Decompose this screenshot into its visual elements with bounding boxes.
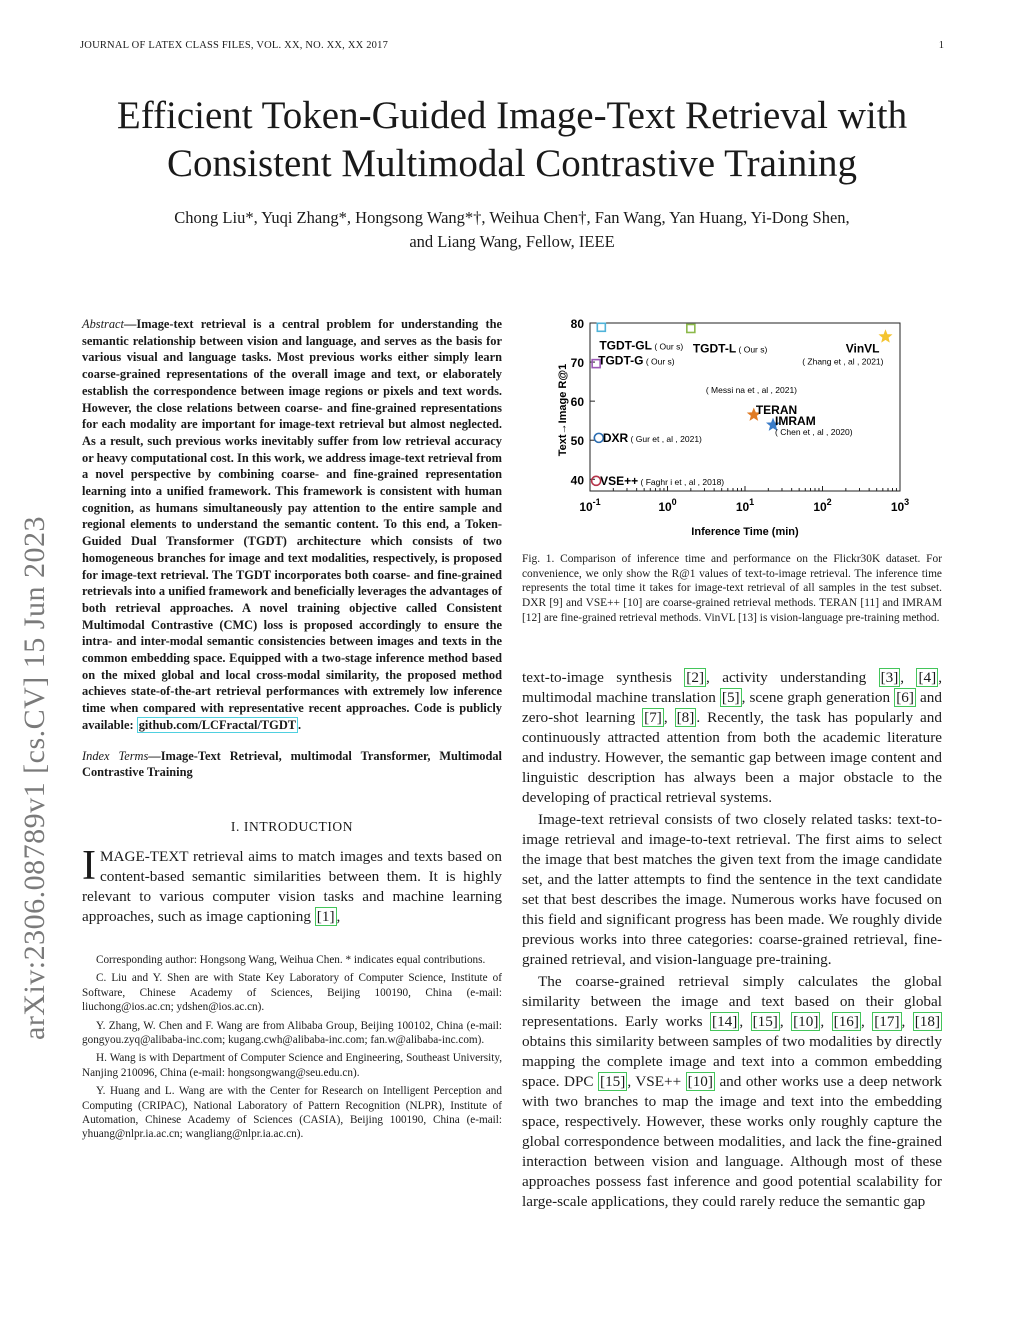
citation-link[interactable]: [6] [896,689,914,706]
footnote: C. Liu and Y. Shen are with State Key Laboratory of Computer Science, Institute of Software, Chinese Academy of Sciences, Beijing 100190, China (e-mail: liuchong@ios.ac.cn; ydshen@ios.ac.cn). [82,972,502,1014]
paper-title [60,92,964,188]
paragraph-1 [522,668,942,808]
point-label: TGDT-L ( Our s) [692,341,768,356]
paragraph-3 [522,972,942,1212]
code-link[interactable]: github.com/LCFractal/TGDT [138,717,297,732]
abstract-lead: Abstract [82,317,124,331]
y-tick-label: 80 [570,317,584,331]
intro-text: MAGE-TEXT retrieval aims to match images and texts based on content-based semantic similarities between them. It is highly relevant to various computer vision tasks and machine learning approaches, such as image captioning [82,847,502,925]
x-axis-label: Inference Time (min) [691,526,799,538]
text-run: , activity understanding [706,669,879,686]
citation-link[interactable]: [8] [676,709,695,726]
citation-link[interactable]: [2] [686,669,705,686]
y-ticks [571,317,595,487]
title-line-1: Efficient Token-Guided Image-Text Retrieval with [116,94,908,137]
figure-caption: Fig. 1. Comparison of inference time and performance on the Flickr30K dataset. For convenience, we only show the R@1 values of text-to-image retrieval. The inference time represents the total time it takes for image-text retrieval of all samples in the test subset. DXR [9] and VSE++ [10] are coarse-grained retrieval methods. TERAN [11] and IMRAM [12] are fine-grained retrieval methods. VinVL [13] is vision-language pre-training method. [522,553,942,624]
abstract-text: —Image-text retrieval is a central problem for understanding the semantic relationship between vision and language, and serves as the basis for various visual and language tasks. Most previous works either simply learn coarse-grained representations of the overall image and text, or elaborately establish the correspondence between image regions or pixels and text words. However, the close relations between coarse- and fine-grained representations for each modality are important for image-text retrieval but almost neglected. As a result, such previous works inevitably suffer from low retrieval accuracy or heavy computational cost. In this work, we address image-text retrieval from a novel perspective by combining coarse- and fine-grained representation learning into a unified framework. This framework is consistent with human cognition, as humans simultaneously pay attention to the entire sample and regional elements to understand the semantic content. To this end, a Token-Guided Dual Transformer (TGDT) architecture which consists of two homogeneous branches for image and text modalities, respectively, is proposed for image-text retrieval. The TGDT incorporates both coarse- and fine-grained retrievals into a unified framework and beneficially leverages the advantages of both retrieval approaches. A novel training objective called Consistent Multimodal Contrastive (CMC) loss is proposed accordingly to ensure the intra- and inter-modal semantic consistencies between images and texts in the common embedding space. Equipped with a two-stage inference method based on the mixed global and local cross-modal similarity, the proposed method achieves state-of-the-art retrieval performances with extremely low inference time when compared with representative recent approaches. Code is publicly available: [82,317,502,732]
footnote: H. Wang is with Department of Computer Science and Engineering, Southeast University, Nanjing 210096, China (e-mail: hongsongwang@seu.edu.cn). [82,1052,502,1079]
point-note: ( Chen et , al , 2020) [775,426,853,437]
point-label: TERAN [755,402,798,417]
intro-end: , [336,907,341,925]
text-run: and other works use a deep network with two branches to map the image and text into the embedding space, respectively. However, these works only roughly capture the global correspondence between modalities, and lack the fine-grained interaction between vision and language. Although most of these approaches possess fast inference and good potential scalability for large-scale applications, they could rarely reduce the semantic gap [522,1073,942,1210]
author-list [80,206,944,254]
citation-link[interactable]: [16] [833,1013,859,1030]
abstract [82,316,502,734]
left-column [82,316,502,1146]
point-label: TGDT-G ( Our s) [598,353,675,368]
citation-link[interactable]: [4] [918,669,937,686]
y-tick-label: 50 [570,434,584,449]
title-line-2: Consistent Multimodal Contrastive Training [166,142,858,185]
point-label: VSE++ ( Faghr i et , al , 2018) [600,473,725,488]
citation-link[interactable]: [1] [316,907,335,925]
abstract-end: . [298,717,302,732]
citation-link[interactable]: [10] [687,1073,713,1090]
index-terms [82,748,502,781]
footnotes [82,953,502,1142]
data-points [592,323,892,488]
point-label: DXR ( Gur et , al , 2021) [602,430,702,445]
x-tick-label: $10^1$ [735,497,755,514]
point-marker [687,324,695,332]
authors-line-2: and Liang Wang, Fellow, IEEE [409,232,615,251]
text-run: , [739,1013,751,1030]
text-run: , [820,1013,832,1030]
index-terms-lead: Index Terms [82,748,149,763]
page-number: 1 [938,40,944,51]
point-label: TGDT-GL ( Our s) [599,338,684,353]
point-marker [880,331,891,342]
index-terms-text: —Image-Text Retrieval, multimodal Transformer, Multimodal Contrastive Training [82,748,502,780]
y-tick-label: 40 [570,473,584,488]
point-label: VinVL [845,341,880,356]
point-note: ( Zhang et , al , 2021) [802,356,884,367]
text-run: , [860,1013,873,1030]
x-tick-label: $10^2$ [813,497,832,514]
text-run: , [900,669,917,686]
running-header: JOURNAL OF LATEX CLASS FILES, VOL. XX, NO. XX, XX 2017 [80,40,389,51]
citation-link[interactable]: [18] [914,1013,941,1030]
text-run: The coarse-grained retrieval simply calculates the global similarity between the image and text based on their global representations. Early works [522,973,942,1030]
footnote: Y. Huang and L. Wang are with the Center for Research on Intelligent Perception and Computing (CRIPAC), National Laboratory of Pattern Recognition (NLPR), Institute of Automation, Chinese Academy of Sciences (CASIA), Beijing 100190, China (e-mail: yhuang@nlpr.ia.ac.cn; wangliang@nlpr.ia.ac.cn). [82,1085,502,1141]
text-run: and zero-shot learning [522,689,942,726]
drop-cap: I [82,842,96,889]
text-run: , VSE++ [627,1073,686,1090]
y-axis-label: Text→Image R@1 [557,363,569,457]
text-run: obtains this similarity between samples of two modalities by directly mapping the complete image and text into a common embedding space. DPC [522,1033,942,1090]
text-run: , [779,1013,792,1030]
text-run: . Recently, the task has popularly and continuously attracted attention from both the academic literature and industry. However, the semantic gap between image content and linguistic description has always been a major obstacle to the developing of practical retrieval systems. [522,709,942,806]
citation-link[interactable]: [7] [644,709,662,726]
x-tick-label: $10^3$ [890,497,910,514]
x-tick-label: $10^{-1}$ [579,497,601,514]
citation-link[interactable]: [14] [712,1013,738,1030]
citation-link[interactable]: [3] [880,669,899,686]
citation-link[interactable]: [5] [721,689,740,706]
scatter-plot [522,312,942,552]
citation-link[interactable]: [10] [793,1013,819,1030]
x-tick-label: $10^0$ [658,497,677,514]
intro-paragraph [82,842,502,927]
text-run: text-to-image synthesis [522,669,685,686]
y-tick-label: 60 [570,395,584,410]
arxiv-id: arXiv:2306.08789v1 [cs.CV] 15 Jun 2023 [18,516,51,1040]
right-column [522,668,942,1214]
point-label: IMRAM [775,413,816,428]
citation-link[interactable]: [15] [752,1013,778,1030]
y-tick-label: 70 [570,356,584,371]
paragraph-2: Image-text retrieval consists of two closely related tasks: text-to-image retrieval and image-to-text retrieval. The first aims to select the image that best matches the given text from the image candidate set, and the latter attempts to find the sentence in the text candidate set that best describes the image. Numerous works have focused on this field and significant progress has been made. We roughly divide previous works into three categories: coarse-grained retrieval, fine-grained retrieval, and vision-language pre-training. [522,811,942,968]
text-run: , [901,1013,913,1030]
footnote: Corresponding author: Hongsong Wang, Weihua Chen. * indicates equal contributions. [96,953,486,966]
text-run: , multimodal machine translation [522,669,942,706]
point-marker [597,323,605,331]
arxiv-stamp [18,516,51,1040]
text-run: , scene graph generation [741,689,895,706]
section-heading-introduction: I. INTRODUCTION [230,818,354,834]
figure-1-chart [522,312,942,552]
text-run: , [663,709,675,726]
x-ticks [579,486,909,514]
citation-link[interactable]: [17] [874,1013,900,1030]
point-note: ( Messi na et , al , 2021) [705,384,798,395]
authors-line-1: Chong Liu*, Yuqi Zhang*, Hongsong Wang*†, Weihua Chen†, Fan Wang, Yan Huang, Yi-Dong Shen, [174,208,850,227]
footnote: Y. Zhang, W. Chen and F. Wang are from Alibaba Group, Beijing 100102, China (e-mail: gongyou.zyq@alibaba-inc.com; kugang.cwh@alibaba-inc.com; fan.w@alibaba-inc.com). [82,1019,502,1047]
citation-link[interactable]: [15] [600,1073,626,1090]
